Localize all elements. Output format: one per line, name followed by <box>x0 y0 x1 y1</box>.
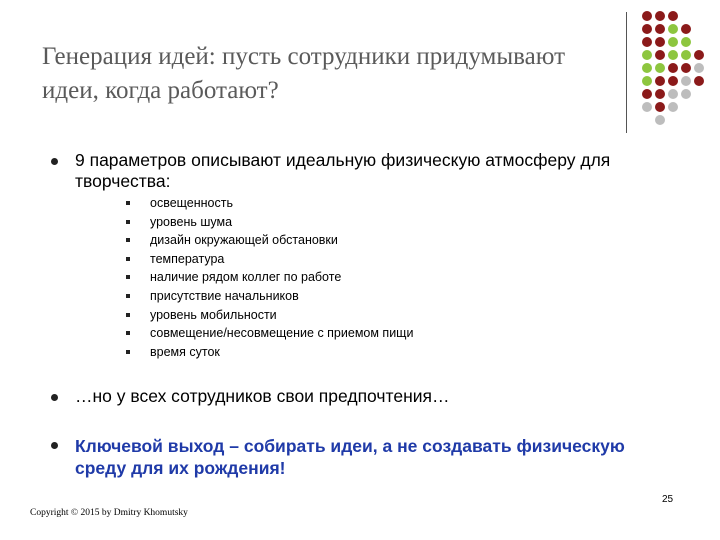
dot <box>668 89 678 99</box>
dot <box>694 63 704 73</box>
square-bullet <box>126 313 130 317</box>
dot <box>655 50 665 60</box>
square-bullet <box>126 294 130 298</box>
list-item-text: освещенность <box>150 196 233 210</box>
dot <box>681 24 691 34</box>
dot <box>642 63 652 73</box>
dot <box>642 11 652 21</box>
list-item-text: наличие рядом коллег по работе <box>150 270 342 285</box>
dot <box>655 115 665 125</box>
dot <box>668 11 678 21</box>
dot <box>655 89 665 99</box>
list-item-text: уровень шума <box>150 214 233 229</box>
key-conclusion-text: Ключевой выход – собирать идеи, а не создавать физическую среду для их рождения! <box>75 436 625 478</box>
bullet-dot <box>51 442 58 449</box>
dot <box>681 63 691 73</box>
dot <box>668 37 678 47</box>
square-bullet <box>126 350 130 354</box>
dot <box>642 37 652 47</box>
square-bullet <box>126 275 130 279</box>
list-item <box>126 250 413 269</box>
dot <box>694 76 704 86</box>
dot <box>642 24 652 34</box>
square-bullet <box>126 331 130 335</box>
dot <box>668 63 678 73</box>
dot <box>642 50 652 60</box>
bullet-text-parameters: 9 параметров описывают идеальную физическую атмосферу для творчества: <box>75 150 611 191</box>
square-bullet <box>126 201 130 205</box>
decorative-dot-grid <box>0 0 720 140</box>
list-item-text: время суток <box>150 344 220 359</box>
bullet-text-preferences: …но у всех сотрудников свои предпочтения… <box>75 386 450 406</box>
dot <box>655 24 665 34</box>
list-item <box>126 268 413 287</box>
dot <box>642 102 652 112</box>
dot <box>655 37 665 47</box>
dot <box>655 76 665 86</box>
list-item-text: уровень мобильности <box>150 307 277 322</box>
dot <box>655 11 665 21</box>
dot <box>681 76 691 86</box>
square-bullet <box>126 257 130 261</box>
square-bullet <box>126 220 130 224</box>
list-item <box>126 194 413 213</box>
dot <box>642 76 652 86</box>
list-item <box>126 306 413 325</box>
list-item <box>126 213 413 232</box>
dot <box>668 50 678 60</box>
dot <box>655 63 665 73</box>
dot <box>681 50 691 60</box>
page-number: 25 <box>662 494 674 505</box>
list-item <box>126 343 413 362</box>
dot <box>694 50 704 60</box>
list-item-text: температура <box>150 251 225 266</box>
copyright-footer: Copyright © 2015 by Dmitry Khomutsky <box>30 508 188 518</box>
list-item-text: совмещение/несовмещение с приемом пищи <box>150 326 414 341</box>
dot <box>681 37 691 47</box>
parameter-list <box>126 194 413 361</box>
list-item <box>126 287 413 306</box>
dot <box>668 102 678 112</box>
dot <box>681 89 691 99</box>
list-item <box>126 324 413 343</box>
list-item <box>126 231 413 250</box>
bullet-dot <box>51 158 58 165</box>
bullet-dot <box>51 394 58 401</box>
dot <box>655 102 665 112</box>
list-item-text: дизайн окружающей обстановки <box>150 233 338 248</box>
dot <box>668 24 678 34</box>
list-item-text: присутствие начальников <box>150 288 299 303</box>
dot <box>668 76 678 86</box>
slide-title: Генерация идей: пусть сотрудники придумывают идеи, когда работают? <box>42 43 565 104</box>
square-bullet <box>126 238 130 242</box>
dot <box>642 89 652 99</box>
